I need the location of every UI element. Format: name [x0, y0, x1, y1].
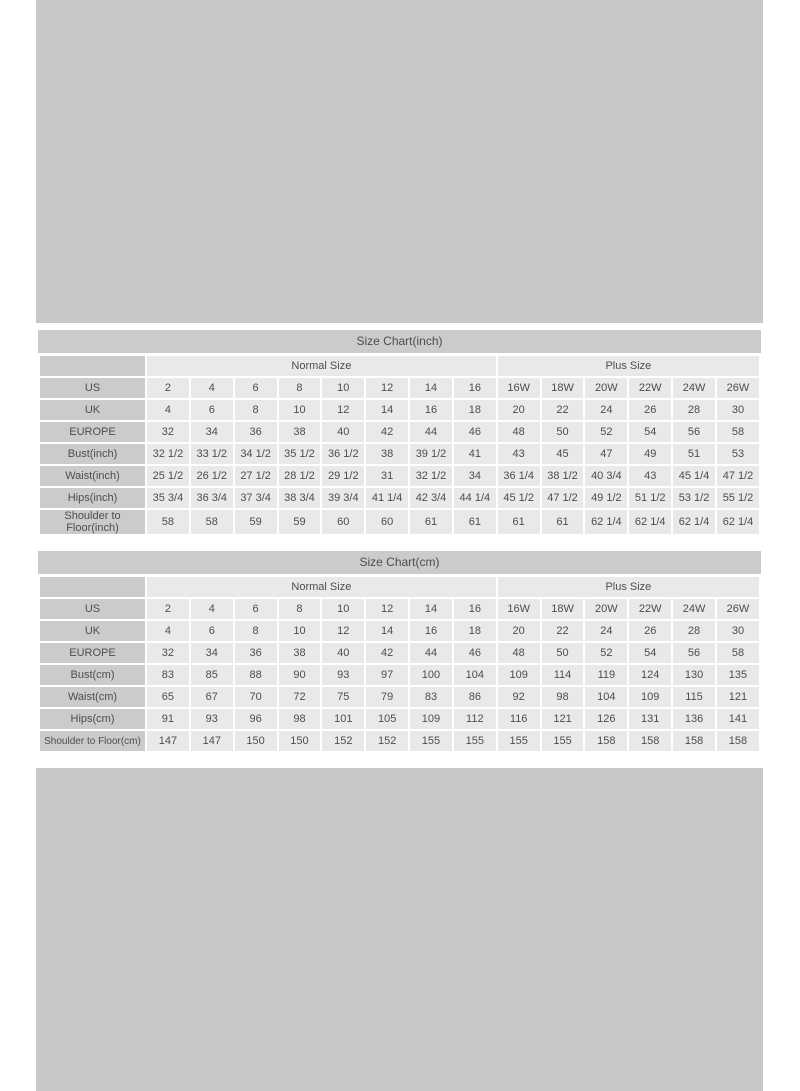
- chart-title: Size Chart(cm): [38, 551, 761, 574]
- row-label-cell: US: [40, 599, 145, 619]
- row-label-cell: EUROPE: [40, 643, 145, 663]
- value-cell: 41: [454, 444, 496, 464]
- table-row: [40, 422, 759, 442]
- row-label-cell: Hips(inch): [40, 488, 145, 508]
- value-cell: 59: [235, 510, 277, 534]
- value-cell: 36 1/2: [322, 444, 364, 464]
- value-cell: 61: [454, 510, 496, 534]
- value-cell: 91: [147, 709, 189, 729]
- value-cell: 83: [410, 687, 452, 707]
- value-cell: 16W: [498, 599, 540, 619]
- row-label-cell: Shoulder to Floor(inch): [40, 510, 145, 534]
- value-cell: 14: [410, 378, 452, 398]
- value-cell: 61: [498, 510, 540, 534]
- value-cell: 105: [366, 709, 408, 729]
- value-cell: 43: [498, 444, 540, 464]
- value-cell: 158: [673, 731, 715, 751]
- table-row: [40, 665, 759, 685]
- value-cell: 141: [717, 709, 759, 729]
- value-cell: 32 1/2: [410, 466, 452, 486]
- value-cell: 115: [673, 687, 715, 707]
- value-cell: 20W: [585, 599, 627, 619]
- value-cell: 62 1/4: [673, 510, 715, 534]
- value-cell: 20W: [585, 378, 627, 398]
- value-cell: 24W: [673, 599, 715, 619]
- table-row: [40, 643, 759, 663]
- value-cell: 24: [585, 400, 627, 420]
- value-cell: 150: [279, 731, 321, 751]
- value-cell: 14: [366, 621, 408, 641]
- value-cell: 119: [585, 665, 627, 685]
- value-cell: 131: [629, 709, 671, 729]
- value-cell: 36 1/4: [498, 466, 540, 486]
- value-cell: 100: [410, 665, 452, 685]
- value-cell: 47: [585, 444, 627, 464]
- value-cell: 34 1/2: [235, 444, 277, 464]
- value-cell: 51 1/2: [629, 488, 671, 508]
- value-cell: 51: [673, 444, 715, 464]
- value-cell: 30: [717, 400, 759, 420]
- value-cell: 58: [717, 643, 759, 663]
- value-cell: 158: [717, 731, 759, 751]
- value-cell: 36: [235, 422, 277, 442]
- value-cell: 62 1/4: [629, 510, 671, 534]
- value-cell: 79: [366, 687, 408, 707]
- row-label-cell: EUROPE: [40, 422, 145, 442]
- row-label-cell: Bust(inch): [40, 444, 145, 464]
- value-cell: 8: [279, 378, 321, 398]
- value-cell: 130: [673, 665, 715, 685]
- value-cell: 152: [322, 731, 364, 751]
- value-cell: 40: [322, 422, 364, 442]
- value-cell: 59: [279, 510, 321, 534]
- value-cell: 112: [454, 709, 496, 729]
- value-cell: 116: [498, 709, 540, 729]
- value-cell: 28: [673, 621, 715, 641]
- value-cell: 97: [366, 665, 408, 685]
- value-cell: 10: [322, 599, 364, 619]
- value-cell: 58: [191, 510, 233, 534]
- value-cell: 38: [279, 422, 321, 442]
- value-cell: 36 3/4: [191, 488, 233, 508]
- value-cell: 26 1/2: [191, 466, 233, 486]
- corner-cell: [40, 356, 145, 376]
- value-cell: 22W: [629, 599, 671, 619]
- value-cell: 93: [322, 665, 364, 685]
- value-cell: 4: [191, 378, 233, 398]
- table-row: [40, 488, 759, 508]
- value-cell: 18: [454, 400, 496, 420]
- value-cell: 56: [673, 422, 715, 442]
- value-cell: 67: [191, 687, 233, 707]
- value-cell: 55 1/2: [717, 488, 759, 508]
- value-cell: 2: [147, 599, 189, 619]
- table-row: [40, 466, 759, 486]
- group-header-row: [40, 356, 759, 376]
- value-cell: 136: [673, 709, 715, 729]
- value-cell: 155: [542, 731, 584, 751]
- value-cell: 16: [454, 378, 496, 398]
- value-cell: 40: [322, 643, 364, 663]
- value-cell: 16: [454, 599, 496, 619]
- row-label-cell: Shoulder to Floor(cm): [40, 731, 145, 751]
- value-cell: 34: [454, 466, 496, 486]
- table-row: [40, 731, 759, 751]
- value-cell: 42: [366, 643, 408, 663]
- value-cell: 26: [629, 400, 671, 420]
- value-cell: 10: [279, 400, 321, 420]
- value-cell: 109: [410, 709, 452, 729]
- value-cell: 44 1/4: [454, 488, 496, 508]
- value-cell: 56: [673, 643, 715, 663]
- value-cell: 28: [673, 400, 715, 420]
- value-cell: 45 1/2: [498, 488, 540, 508]
- value-cell: 22: [542, 400, 584, 420]
- value-cell: 93: [191, 709, 233, 729]
- value-cell: 6: [191, 400, 233, 420]
- group-header-cell: Plus Size: [498, 577, 759, 597]
- value-cell: 37 3/4: [235, 488, 277, 508]
- value-cell: 49: [629, 444, 671, 464]
- value-cell: 126: [585, 709, 627, 729]
- value-cell: 32 1/2: [147, 444, 189, 464]
- value-cell: 2: [147, 378, 189, 398]
- table-row: [40, 510, 759, 534]
- value-cell: 54: [629, 422, 671, 442]
- value-cell: 31: [366, 466, 408, 486]
- row-label-cell: Hips(cm): [40, 709, 145, 729]
- value-cell: 14: [366, 400, 408, 420]
- size-table: [38, 354, 761, 536]
- group-header-cell: Normal Size: [147, 356, 496, 376]
- value-cell: 29 1/2: [322, 466, 364, 486]
- value-cell: 30: [717, 621, 759, 641]
- value-cell: 26W: [717, 599, 759, 619]
- row-label-cell: Waist(inch): [40, 466, 145, 486]
- value-cell: 4: [147, 621, 189, 641]
- table-row: [40, 709, 759, 729]
- size-table: [38, 575, 761, 753]
- value-cell: 46: [454, 643, 496, 663]
- value-cell: 38 3/4: [279, 488, 321, 508]
- value-cell: 150: [235, 731, 277, 751]
- value-cell: 6: [191, 621, 233, 641]
- value-cell: 38: [366, 444, 408, 464]
- value-cell: 88: [235, 665, 277, 685]
- value-cell: 40 3/4: [585, 466, 627, 486]
- value-cell: 62 1/4: [585, 510, 627, 534]
- value-cell: 48: [498, 422, 540, 442]
- row-label-cell: UK: [40, 621, 145, 641]
- value-cell: 28 1/2: [279, 466, 321, 486]
- group-header-cell: Normal Size: [147, 577, 496, 597]
- chart-title: Size Chart(inch): [38, 330, 761, 353]
- value-cell: 18: [454, 621, 496, 641]
- value-cell: 18W: [542, 599, 584, 619]
- value-cell: 34: [191, 422, 233, 442]
- value-cell: 38 1/2: [542, 466, 584, 486]
- group-header-row: [40, 577, 759, 597]
- value-cell: 47 1/2: [717, 466, 759, 486]
- value-cell: 60: [322, 510, 364, 534]
- value-cell: 60: [366, 510, 408, 534]
- table-row: [40, 400, 759, 420]
- size-chart-section: [36, 323, 763, 768]
- value-cell: 45 1/4: [673, 466, 715, 486]
- value-cell: 50: [542, 422, 584, 442]
- table-row: [40, 621, 759, 641]
- value-cell: 35 3/4: [147, 488, 189, 508]
- value-cell: 22: [542, 621, 584, 641]
- value-cell: 20: [498, 621, 540, 641]
- table-row: [40, 444, 759, 464]
- value-cell: 92: [498, 687, 540, 707]
- value-cell: 52: [585, 422, 627, 442]
- value-cell: 53: [717, 444, 759, 464]
- row-label-cell: Waist(cm): [40, 687, 145, 707]
- value-cell: 44: [410, 422, 452, 442]
- table-row: [40, 687, 759, 707]
- value-cell: 152: [366, 731, 408, 751]
- value-cell: 47 1/2: [542, 488, 584, 508]
- value-cell: 18W: [542, 378, 584, 398]
- value-cell: 39 3/4: [322, 488, 364, 508]
- value-cell: 6: [235, 378, 277, 398]
- value-cell: 32: [147, 422, 189, 442]
- value-cell: 22W: [629, 378, 671, 398]
- value-cell: 16: [410, 400, 452, 420]
- value-cell: 16: [410, 621, 452, 641]
- value-cell: 98: [542, 687, 584, 707]
- value-cell: 121: [717, 687, 759, 707]
- value-cell: 53 1/2: [673, 488, 715, 508]
- corner-cell: [40, 577, 145, 597]
- value-cell: 26: [629, 621, 671, 641]
- value-cell: 49 1/2: [585, 488, 627, 508]
- value-cell: 38: [279, 643, 321, 663]
- value-cell: 24W: [673, 378, 715, 398]
- value-cell: 135: [717, 665, 759, 685]
- value-cell: 101: [322, 709, 364, 729]
- value-cell: 32: [147, 643, 189, 663]
- value-cell: 109: [629, 687, 671, 707]
- value-cell: 10: [322, 378, 364, 398]
- value-cell: 121: [542, 709, 584, 729]
- value-cell: 41 1/4: [366, 488, 408, 508]
- value-cell: 50: [542, 643, 584, 663]
- table-row: [40, 599, 759, 619]
- value-cell: 62 1/4: [717, 510, 759, 534]
- group-header-cell: Plus Size: [498, 356, 759, 376]
- value-cell: 12: [322, 400, 364, 420]
- value-cell: 52: [585, 643, 627, 663]
- size-chart-cm: [38, 551, 761, 753]
- value-cell: 4: [191, 599, 233, 619]
- value-cell: 27 1/2: [235, 466, 277, 486]
- value-cell: 85: [191, 665, 233, 685]
- value-cell: 98: [279, 709, 321, 729]
- value-cell: 10: [279, 621, 321, 641]
- row-label-cell: Bust(cm): [40, 665, 145, 685]
- table-row: [40, 378, 759, 398]
- value-cell: 24: [585, 621, 627, 641]
- value-cell: 109: [498, 665, 540, 685]
- value-cell: 104: [585, 687, 627, 707]
- value-cell: 70: [235, 687, 277, 707]
- value-cell: 4: [147, 400, 189, 420]
- value-cell: 34: [191, 643, 233, 663]
- value-cell: 45: [542, 444, 584, 464]
- value-cell: 43: [629, 466, 671, 486]
- value-cell: 35 1/2: [279, 444, 321, 464]
- value-cell: 155: [498, 731, 540, 751]
- value-cell: 147: [147, 731, 189, 751]
- value-cell: 61: [410, 510, 452, 534]
- size-chart-inch: [38, 330, 761, 536]
- row-label-cell: UK: [40, 400, 145, 420]
- value-cell: 42: [366, 422, 408, 442]
- value-cell: 104: [454, 665, 496, 685]
- value-cell: 86: [454, 687, 496, 707]
- value-cell: 54: [629, 643, 671, 663]
- value-cell: 75: [322, 687, 364, 707]
- value-cell: 114: [542, 665, 584, 685]
- value-cell: 26W: [717, 378, 759, 398]
- row-label-cell: US: [40, 378, 145, 398]
- value-cell: 46: [454, 422, 496, 442]
- value-cell: 96: [235, 709, 277, 729]
- value-cell: 36: [235, 643, 277, 663]
- value-cell: 33 1/2: [191, 444, 233, 464]
- value-cell: 58: [717, 422, 759, 442]
- value-cell: 158: [629, 731, 671, 751]
- value-cell: 25 1/2: [147, 466, 189, 486]
- value-cell: 44: [410, 643, 452, 663]
- value-cell: 8: [235, 621, 277, 641]
- value-cell: 12: [322, 621, 364, 641]
- value-cell: 42 3/4: [410, 488, 452, 508]
- value-cell: 14: [410, 599, 452, 619]
- value-cell: 39 1/2: [410, 444, 452, 464]
- value-cell: 20: [498, 400, 540, 420]
- value-cell: 72: [279, 687, 321, 707]
- value-cell: 61: [542, 510, 584, 534]
- value-cell: 12: [366, 599, 408, 619]
- value-cell: 147: [191, 731, 233, 751]
- value-cell: 8: [279, 599, 321, 619]
- value-cell: 12: [366, 378, 408, 398]
- value-cell: 8: [235, 400, 277, 420]
- value-cell: 16W: [498, 378, 540, 398]
- value-cell: 48: [498, 643, 540, 663]
- value-cell: 6: [235, 599, 277, 619]
- value-cell: 83: [147, 665, 189, 685]
- value-cell: 155: [410, 731, 452, 751]
- value-cell: 155: [454, 731, 496, 751]
- value-cell: 58: [147, 510, 189, 534]
- value-cell: 158: [585, 731, 627, 751]
- value-cell: 65: [147, 687, 189, 707]
- value-cell: 124: [629, 665, 671, 685]
- value-cell: 90: [279, 665, 321, 685]
